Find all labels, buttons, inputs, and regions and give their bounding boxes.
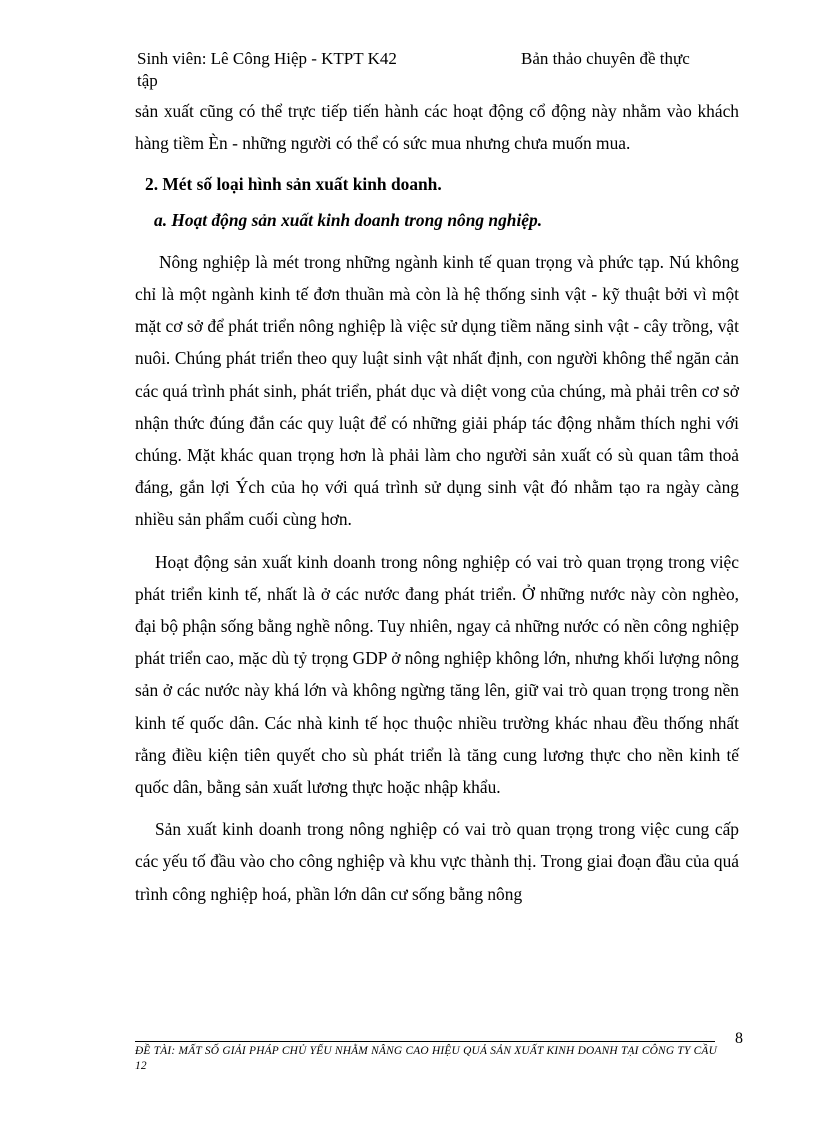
document-body xyxy=(135,95,739,910)
header-draft-title: Bản thảo chuyên đề thực xyxy=(521,49,690,68)
footer-divider xyxy=(135,1041,715,1042)
page-number: 8 xyxy=(735,1030,743,1047)
subsection-heading: a. Hoạt động sản xuất kinh doanh trong nông nghiệp. xyxy=(154,209,543,230)
paragraph: Hoạt động sản xuất kinh doanh trong nông nghiệp có vai trò quan trọng trong việc phát triển kinh tế, nhất là ở các nước đang phát triển. Ở những nước này còn nghèo, đại bộ phận sống bằng nghề nông. Tuy nhiên, ngay cả những nước có nền công nghiệp phát triển cao, mặc dù tỷ trọng GDP ở nông nghiệp không lớn, nhưng khối lượng nông sản ở các nước này khá lớn và không ngừng tăng lên, giữ vai trò quan trọng trong nền kinh tế quốc dân. Các nhà kinh tế học thuộc nhiều trường khác nhau đều thống nhất rằng điều kiện tiên quyết cho sù phát triển là tăng cung lương thực cho nền kinh tế quốc dân, bằng sản xuất lương thực hoặc nhập khẩu. xyxy=(135,551,739,798)
continued-paragraph: sản xuất cũng có thể trực tiếp tiến hành các hoạt động cổ động này nhằm vào khách hàng tiềm Èn - những người có thể có sức mua nhưng chưa muốn mua. xyxy=(135,101,739,154)
header-student: Sinh viên: Lê Công Hiệp - KTPT K42 xyxy=(137,49,397,68)
section-heading: 2. Mét số loại hình sản xuất kinh doanh. xyxy=(145,174,442,195)
footer-topic: ĐỀ TÀI: MẤT SỐ GIẢI PHÁP CHỦ YẾU NHẰM NÂNG CAO HIỆU QUẢ SẢN XUẤT KINH DOANH TẠI CÔNG TY CẦU 12 xyxy=(135,1045,717,1072)
paragraph: Nông nghiệp là mét trong những ngành kinh tế quan trọng và phức tạp. Nú không chỉ là một ngành kinh tế đơn thuần mà còn là hệ thống sinh vật - kỹ thuật bởi vì một mặt cơ sở để phát triển nông nghiệp là việc sử dụng tiềm năng sinh vật - cây trồng, vật nuôi. Chúng phát triển theo quy luật sinh vật nhất định, con người không thể ngăn cản các quá trình phát sinh, phát triển, phát dục và diệt vong của chúng, mà phải trên cơ sở nhận thức đúng đắn các quy luật để có những giải pháp tác động nhằm thích nghi với chúng. Mặt khác quan trọng hơn là phải làm cho người sản xuất có sù quan tâm thoả đáng, gắn lợi Ých của họ với quá trình sử dụng sinh vật đó nhằm tạo ra ngày càng nhiều sản phẩm cuối cùng hơn. xyxy=(135,251,739,530)
header-draft-title-wrap: tập xyxy=(137,71,158,90)
paragraph: Sản xuất kinh doanh trong nông nghiệp có vai trò quan trọng trong việc cung cấp các yếu tố đầu vào cho công nghiệp và khu vực thành thị. Trong giai đoạn đầu của quá trình công nghiệp hoá, phần lớn dân cư sống bằng nông xyxy=(135,819,739,904)
